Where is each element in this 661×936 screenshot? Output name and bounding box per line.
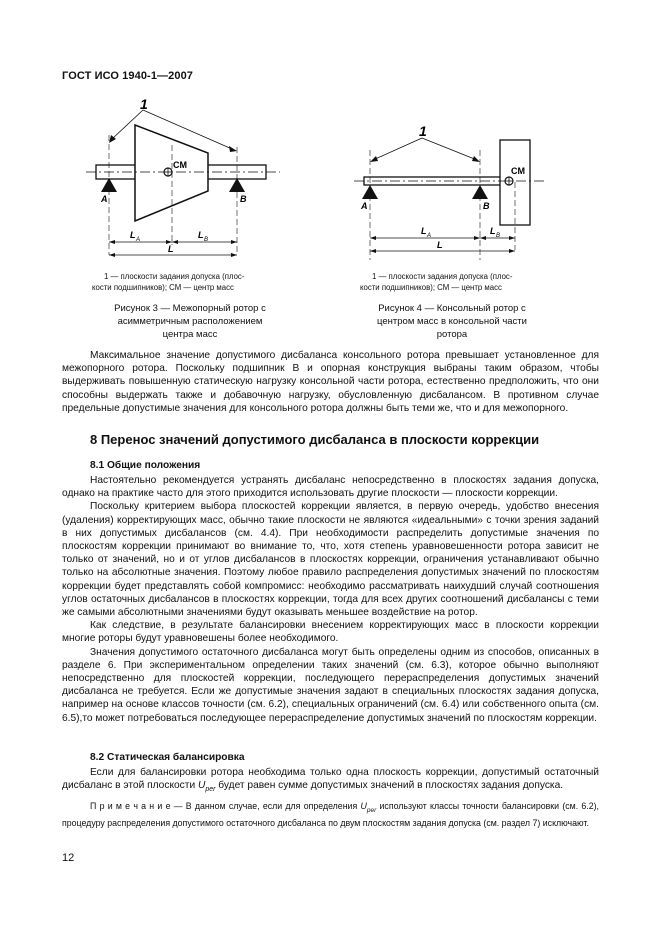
figure-3-legend-line: кости подшипников); СМ — центр масс <box>92 283 234 292</box>
figure-4-cm-label: CM <box>511 166 525 176</box>
subsection-8-1-heading: 8.1 Общие положения <box>90 460 201 471</box>
figure-3-caption <box>85 302 295 341</box>
subsection-8-2-heading: 8.2 Статическая балансировка <box>90 752 245 763</box>
paragraph <box>62 766 599 796</box>
figure-4-la-label: L <box>421 226 427 236</box>
figure-3-caption-line: асимметричным расположением <box>117 316 263 327</box>
figure-4-legend <box>360 271 560 293</box>
document-header: ГОСТ ИСО 1940-1—2007 <box>62 70 194 82</box>
figure-3-plane-label: 1 <box>140 96 148 112</box>
figure-3-legend <box>92 271 292 293</box>
figure-4-caption-line: центром масс в консольной части <box>377 316 527 327</box>
figure-3-la-label: L <box>130 230 136 240</box>
paragraph: Как следствие, в результате балансировки внесением корректирующих масс в плоскости коррекции многие роторы будут уравновешены более необходимого. <box>62 620 599 645</box>
paragraph: Поскольку критерием выбора плоскостей коррекции является, в первую очередь, удобство внесения (удаления) корректирующих масс, обычно такие плоскости не являются «идеальными» с точки зрения заданий в них допустимых дисбалансов (см. 4.4). При необходимости распределить допустимые значения по плоскостям коррекции принимают во внимание то, что, хотя степень уравновешенности ротора зависит не только от значений, но и от углов дисбалансов в плоскостях коррекции, ограничения устанавливают обычно только на абсолютные значения. Поэтому любое правило распределения допустимых значений по плоскостям коррекции будет представлять собой компромисс: необходимо рассматривать наихудший случай соотношения углов остаточных дисбалансов в плоскостях коррекции, тогда для всех других соотношений дисбалансы с теми же самыми абсолютными значениями будут оказывать меньшее воздействие на ротор. <box>62 501 599 619</box>
text-run: будет равен сумме допустимых значений в плоскостях задания допуска. <box>215 780 564 792</box>
text-run: U <box>360 801 367 812</box>
figure-4-legend-line: 1 — плоскости задания допуска (плос- <box>372 272 513 281</box>
figure-4-caption-line: Рисунок 4 — Консольный ротор с <box>378 303 526 314</box>
figure-3-caption-line: центра масс <box>162 329 218 340</box>
figure-4-caption-line: ротора <box>436 329 468 340</box>
figure-4-caption <box>347 302 557 341</box>
figure-4-la-subscript: A <box>427 233 432 239</box>
figure-4-lb-label: L <box>490 226 496 236</box>
paragraph: Настоятельно рекомендуется устранять дисбаланс непосредственно в плоскостях задания допуска, однако на практике часто для этого приходится использовать другие плоскости — плоскости коррекции. <box>62 475 599 500</box>
section-8-1-body <box>62 474 599 725</box>
figure-3-bearing-b-label: B <box>240 194 247 204</box>
figure-4-legend-line: кости подшипников); СМ — центр масс <box>360 283 502 292</box>
figure-3-lb-label: L <box>198 230 204 240</box>
intro-block <box>62 349 599 415</box>
figure-3-caption-line: Рисунок 3 — Межопорный ротор с <box>114 303 266 314</box>
note-label: П р и м е ч а н и е <box>90 801 171 812</box>
figure-4-bearing-a-label: A <box>361 201 368 211</box>
section-8-heading: 8 Перенос значений допустимого дисбаланса в плоскости коррекции <box>90 432 540 447</box>
text-run: Если для балансировки ротора необходима только одна плоскость коррекции, допустимый остаточный дисбаланс в этой плоскости <box>62 767 599 792</box>
figure-3-legend-line: 1 — плоскости задания допуска (плос- <box>104 272 245 281</box>
figure-3-lb-subscript: B <box>204 237 209 243</box>
section-8-2-body <box>62 766 599 829</box>
figure-4-l-label: L <box>437 240 443 250</box>
text-run: — В данном случае, если для определения <box>170 801 361 812</box>
figure-4-lb-subscript: B <box>496 233 501 239</box>
note-paragraph <box>62 800 599 829</box>
figure-3-diagram <box>80 95 290 270</box>
figure-4-plane-label: 1 <box>419 123 427 139</box>
figure-3-cm-label: CM <box>173 160 187 170</box>
figure-4-bearing-b-label: B <box>483 201 490 211</box>
figure-3-bearing-a-label: A <box>101 194 108 204</box>
page-number: 12 <box>62 852 75 864</box>
figure-4-diagram <box>350 120 550 270</box>
text-run: per <box>205 786 216 794</box>
figure-3-la-subscript: A <box>136 237 141 243</box>
text-run: используют классы точности балансировки (см. 6.2), процедуру распределения допустимого остаточного дисбаланса по двум плоскостям задания допуска (см. раздел 7) исключают. <box>62 801 599 829</box>
figure-3-l-label: L <box>168 244 174 254</box>
intro-paragraph: Максимальное значение допустимого дисбаланса консольного ротора превышает установленное для межопорного ротора. Поскольку подшипник B и опорная конструкция выбраны таким образом, чтобы выдерживать повышенную статическую нагрузку консольной части ротора, естественно предположить, что они способны выдержать также и добавочную нагрузку, обусловленную дисбалансом. В противном случае предельные допустимые значения для консольного ротора должны быть теми же, что и для межопорного. <box>62 350 599 414</box>
paragraph: Значения допустимого остаточного дисбаланса могут быть определены одним из способов, описанных в разделе 6. При экспериментальном определении таких значений (см. 6.3), которое обычно выполняют непосредственно для плоскостей коррекции, последующего перераспределения допустимых значений дисбаланса не требуется. Если же допустимые значения задают в специальных плоскостях задания допуска, например на основе классов точности (см. 6.2), специальных ограничений (см. 6.4) или собственного опыта (см. 6.5),то может потребоваться последующее перераспределение допустимых значений по плоскостям коррекции. <box>62 646 599 724</box>
text-run: per <box>366 807 377 815</box>
text-run: U <box>197 780 206 792</box>
